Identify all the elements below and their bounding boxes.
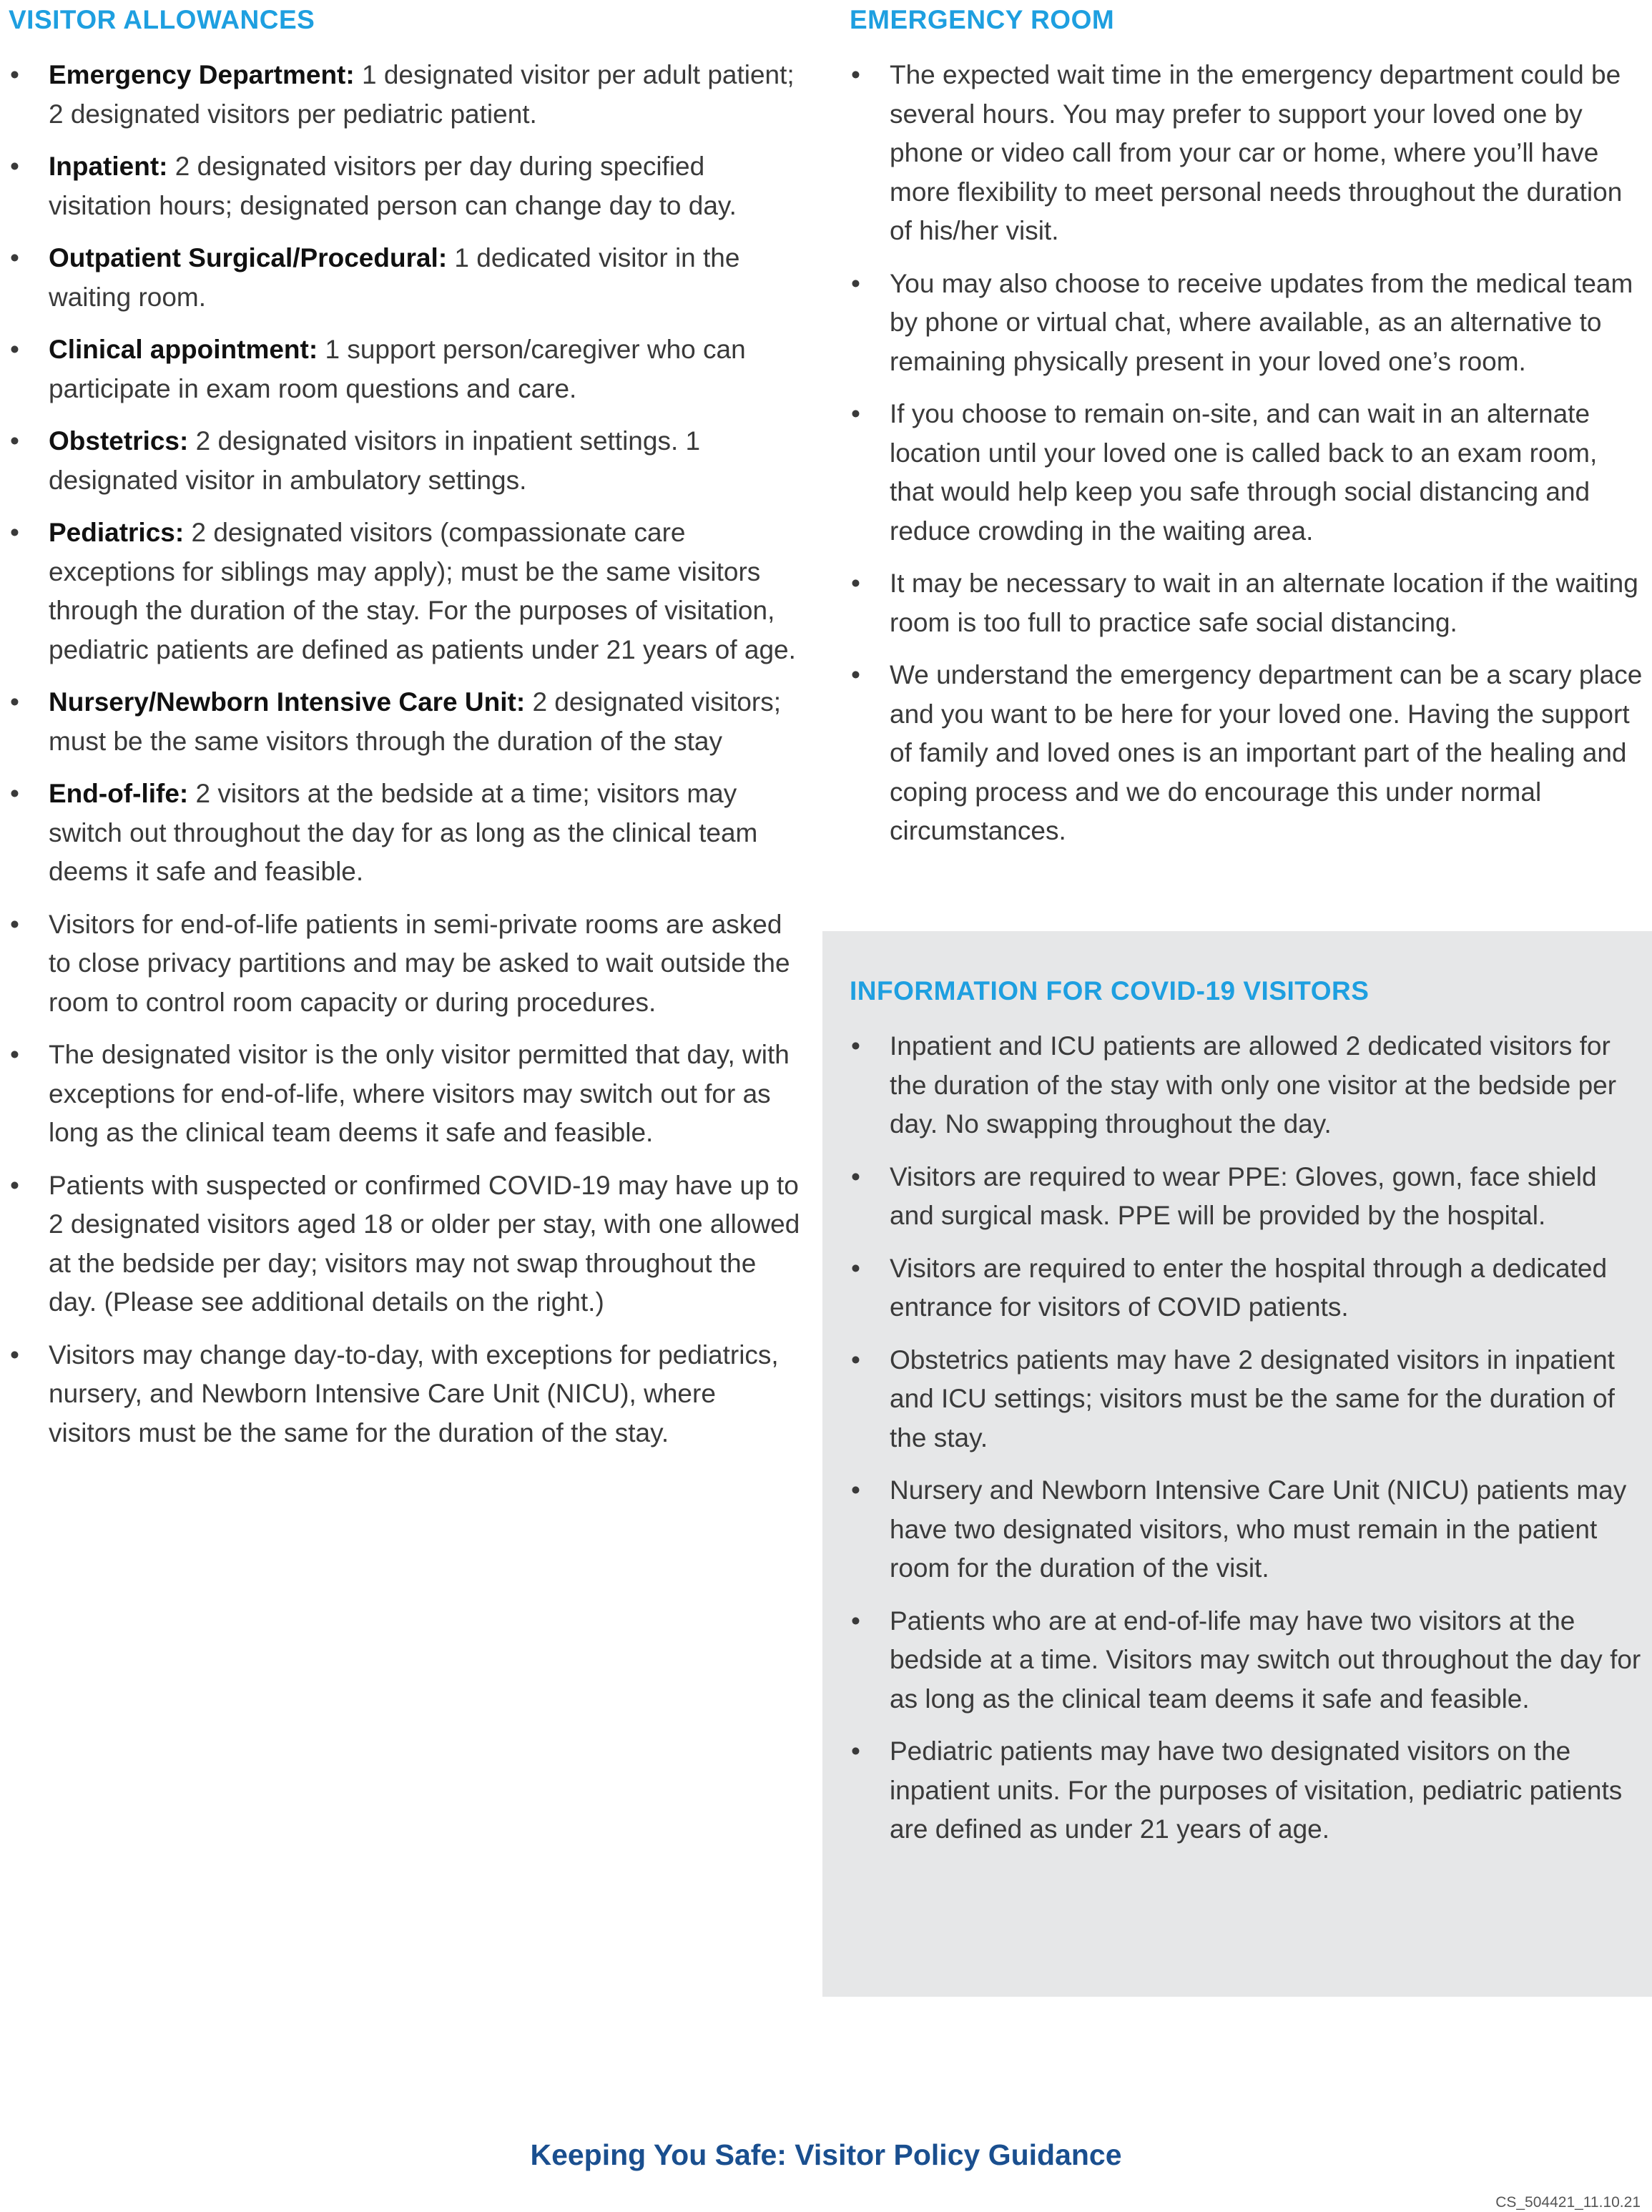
list-item (9, 1036, 802, 1153)
item-text: Visitors for end-of-life patients in semi-private rooms are asked to close privacy partitions and may be asked to wait outside the room to control room capacity or during procedures. (49, 909, 790, 1017)
list-item: • Obstetrics patients may have 2 designated visitors in inpatient and ICU settings; visitors must be the same for the duration of the stay. (850, 1341, 1643, 1458)
item-text: Visitors may change day-to-day, with exceptions for pediatrics, nursery, and Newborn Intensive Care Unit (NICU), where visitors must be the same for the duration of the stay. (49, 1340, 779, 1447)
list-item (9, 239, 802, 317)
item-lead: Nursery/Newborn Intensive Care Unit: (49, 687, 526, 717)
list-item: • We understand the emergency department can be a scary place and you want to be here for your loved one. Having the support of family and loved ones is an important part of the healing and coping process and we do encourage this under normal circumstances. (850, 656, 1643, 851)
item-text: 2 designated visitors in inpatient settings. 1 designated visitor in ambulatory settings. (49, 426, 701, 495)
list-item: • Inpatient and ICU patients are allowed 2 dedicated visitors for the duration of the stay with only one visitor at the bedside per day. No swapping throughout the day. (850, 1027, 1643, 1144)
list-item (9, 1336, 802, 1453)
item-text: Patients with suspected or confirmed COVID-19 may have up to 2 designated visitors aged 18 or older per stay, with one allowed at the bedside per day; visitors may not swap throughout the day. (Please see additional details on the right.) (49, 1170, 800, 1317)
list-item (9, 513, 802, 669)
emergency-room-list (850, 56, 1643, 851)
list-item (9, 422, 802, 500)
list-item: • Pediatric patients may have two designated visitors on the inpatient units. For the purposes of visitation, pediatric patients are defined as under 21 years of age. (850, 1732, 1643, 1849)
list-item (9, 1166, 802, 1322)
document-code: CS_504421_11.10.21 (1495, 2194, 1641, 2211)
list-item (9, 330, 802, 408)
item-lead: Pediatrics: (49, 518, 185, 547)
list-item: • Patients who are at end-of-life may have two visitors at the bedside at a time. Visitors may switch out throughout the day for as long as the clinical team deems it safe and feasible. (850, 1602, 1643, 1719)
list-item: • Nursery and Newborn Intensive Care Unit (NICU) patients may have two designated visitors, who must remain in the patient room for the duration of the visit. (850, 1471, 1643, 1588)
list-item: • Visitors are required to wear PPE: Gloves, gown, face shield and surgical mask. PPE will be provided by the hospital. (850, 1158, 1643, 1236)
item-lead: Inpatient: (49, 152, 168, 181)
footer-title: Keeping You Safe: Visitor Policy Guidance (530, 2138, 1122, 2171)
list-item: • If you choose to remain on-site, and can wait in an alternate location until your loved one is called back to an exam room, that would help keep you safe through social distancing and reduce crowding in the waiting area. (850, 395, 1643, 551)
visitor-allowances-list (9, 56, 802, 1452)
covid-info-title: INFORMATION FOR COVID-19 VISITORS (850, 976, 1370, 1006)
item-text: 2 designated visitors per day during specified visitation hours; designated person can change day to day. (49, 152, 737, 220)
list-item: • The expected wait time in the emergency department could be several hours. You may prefer to support your loved one by phone or video call from your car or home, where you’ll have more flexibility to meet personal needs throughout the duration of his/her visit. (850, 56, 1643, 251)
item-text: 2 designated visitors; must be the same visitors through the duration of the stay (49, 687, 782, 756)
visitor-allowances-section (9, 4, 802, 1466)
visitor-allowances-title: VISITOR ALLOWANCES (9, 5, 315, 34)
item-lead: Obstetrics: (49, 426, 189, 456)
item-text: 1 dedicated visitor in the waiting room. (49, 243, 740, 312)
list-item: • It may be necessary to wait in an alternate location if the waiting room is too full to practice safe social distancing. (850, 564, 1643, 642)
list-item: • Visitors are required to enter the hospital through a dedicated entrance for visitors of COVID patients. (850, 1249, 1643, 1327)
item-text: 1 support person/caregiver who can participate in exam room questions and care. (49, 335, 746, 403)
covid-info-box (822, 931, 1652, 1997)
item-text: 2 visitors at the bedside at a time; visitors may switch out throughout the day for as long as the clinical team deems it safe and feasible. (49, 779, 758, 886)
list-item (9, 905, 802, 1023)
item-text: 1 designated visitor per adult patient; 2 designated visitors per pediatric patient. (49, 60, 795, 129)
emergency-room-title: EMERGENCY ROOM (850, 5, 1115, 34)
list-item (9, 683, 802, 761)
item-lead: Emergency Department: (49, 60, 355, 89)
covid-info-list (850, 1027, 1643, 1849)
list-item (9, 775, 802, 892)
list-item (9, 56, 802, 134)
item-lead: Clinical appointment: (49, 335, 318, 364)
item-lead: End-of-life: (49, 779, 189, 808)
item-text: The designated visitor is the only visitor permitted that day, with exceptions for end-of-life, where visitors may switch out for as long as the clinical team deems it safe and feasible. (49, 1040, 790, 1147)
list-item (9, 147, 802, 225)
list-item: • You may also choose to receive updates from the medical team by phone or virtual chat, where available, as an alternative to remaining physically present in your loved one’s room. (850, 265, 1643, 382)
item-lead: Outpatient Surgical/Procedural: (49, 243, 448, 272)
emergency-room-section (850, 4, 1643, 865)
item-text: 2 designated visitors (compassionate care exceptions for siblings may apply); must be the same visitors through the duration of the stay. For the purposes of visitation, pediatric patients are defined as patients under 21 years of age. (49, 518, 796, 664)
